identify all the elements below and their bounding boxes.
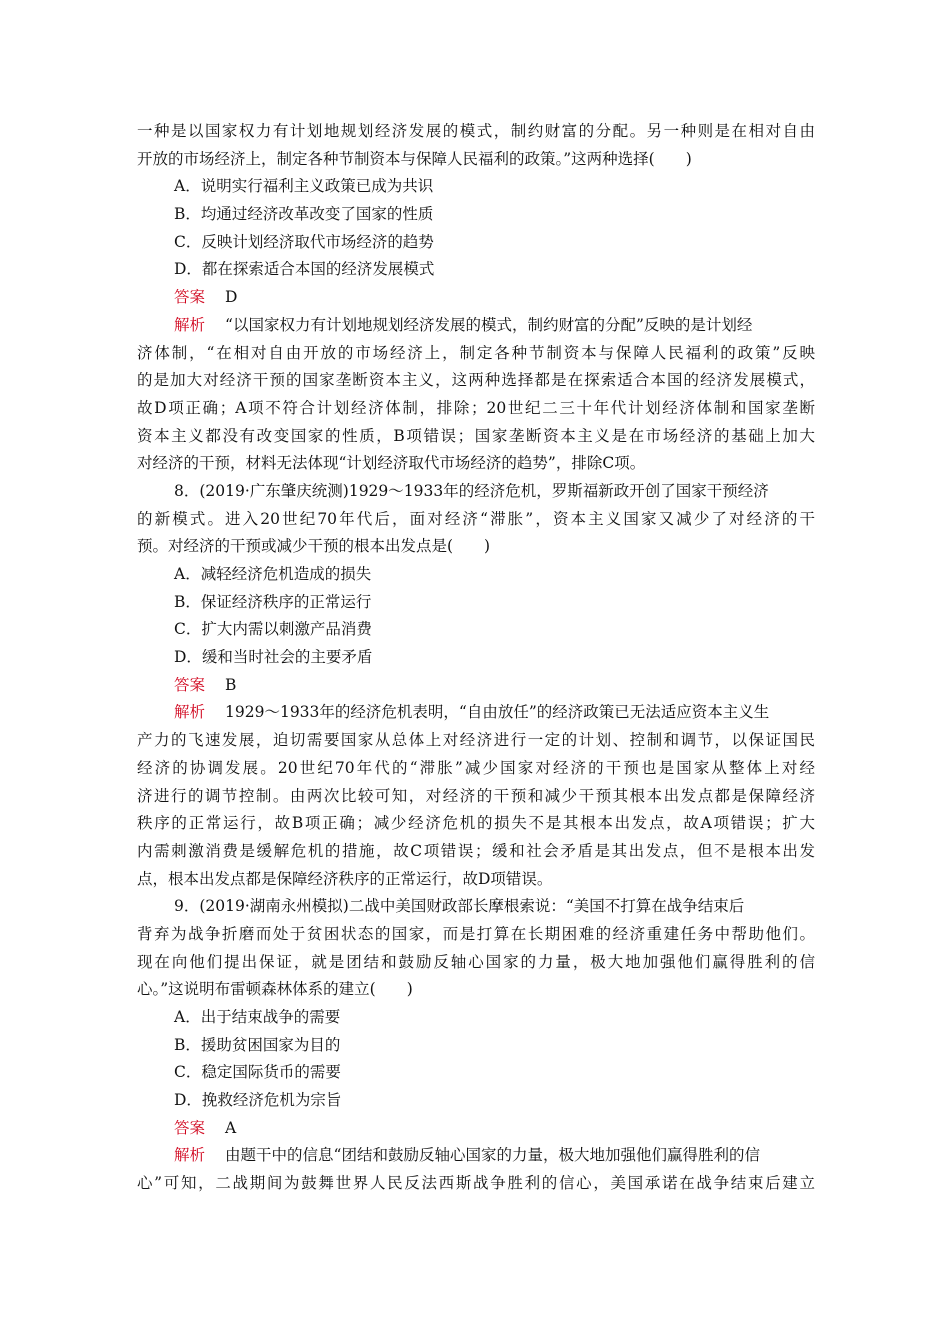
q8-analysis-line-6: 内需刺激消费是缓解危机的措施，故C项错误；缓和社会矛盾是其出发点，但不是根本出发 [137,841,815,860]
analysis-label: 解析 [174,703,206,722]
q7-analysis-line-3: 的是加大对经济干预的国家垄断资本主义，这两种选择都是在探索适合本国的经济发展模式， [137,371,815,390]
answer-label: 答案 [174,1118,206,1137]
q9-option-d: D．挽救经济危机为宗旨 [174,1091,342,1110]
q9-stem-line-1: 9．(2019·湖南永州模拟)二战中美国财政部长摩根索说：“美国不打算在战争结束后 [174,897,745,916]
q8-analysis-line-2: 产力的飞速发展，迫切需要国家从总体上对经济进行一定的计划、控制和调节，以保证国民 [137,731,815,750]
q7-analysis-line-1 [137,312,815,340]
analysis-label: 解析 [174,315,206,334]
q8-analysis-line-1 [137,699,815,727]
q7-option-b: B．均通过经济改革改变了国家的性质 [174,205,434,224]
answer-value: D [225,288,238,307]
q9-answer [137,1115,815,1143]
question-9 [137,893,815,1198]
q7-analysis-line-2: 济体制，“在相对自由开放的市场经济上，制定各种节制资本与保障人民福利的政策”反映 [137,343,815,362]
q8-analysis-line-5: 秩序的正常运行，故B项正确；减少经济危机的损失不是其根本出发点，故A项错误；扩大 [137,814,815,833]
answer-label: 答案 [174,288,206,307]
q8-option-a: A．减轻经济危机造成的损失 [174,565,372,583]
q8-option-c: C．扩大内需以刺激产品消费 [174,620,372,639]
q8-option-d: D．缓和当时社会的主要矛盾 [174,648,373,667]
q8-stem-line-3: 预。对经济的干预或减少干预的根本出发点是( ) [137,537,491,556]
q8-analysis-line-3: 经济的协调发展。20世纪70年代的“滞胀”减少国家对经济的干预也是国家从整体上对经 [137,758,815,777]
q7-analysis-line-4: 故D项正确；A项不符合计划经济体制，排除；20世纪二三十年代计划经济体制和国家垄断 [137,398,815,417]
q9-option-b: B．援助贫困国家为目的 [174,1035,341,1054]
q8-analysis-line-7: 点，根本出发点都是保障经济秩序的正常运行，故D项错误。 [137,869,553,888]
answer-value: B [225,675,237,694]
q7-option-a: A．说明实行福利主义政策已成为共识 [174,177,434,196]
q7-analysis-line-6: 对经济的干预，材料无法体现“计划经济取代市场经济的趋势”，排除C项。 [137,454,646,473]
q7-option-d: D．都在探索适合本国的经济发展模式 [174,260,435,279]
q8-stem-line-1: 8．(2019·广东肇庆统测)1929～1933年的经济危机，罗斯福新政开创了国家干预经济 [174,481,769,500]
q8-analysis-line-4: 济进行的调节控制。由两次比较可知，对经济的干预和减少干预其根本出发点都是保障经济 [137,786,815,805]
q9-option-a: A．出于结束战争的需要 [174,1008,341,1026]
answer-value: A [225,1118,237,1137]
document-page [137,118,815,1198]
q8-option-b: B．保证经济秩序的正常运行 [174,592,372,611]
q9-stem-line-3: 现在向他们提出保证，就是团结和鼓励反轴心国家的力量，极大地加强他们赢得胜利的信 [137,952,815,971]
analysis-text: 由题干中的信息“团结和鼓励反轴心国家的力量，极大地加强他们赢得胜利的信 [225,1146,760,1165]
q7-option-c: C．反映计划经济取代市场经济的趋势 [174,232,434,251]
question-8 [137,478,815,893]
question-7 [137,118,815,478]
q7-analysis-line-5: 资本主义都没有改变国家的性质，B项错误；国家垄断资本主义是在市场经济的基础上加大 [137,426,815,445]
q8-stem-line-2: 的新模式。进入20世纪70年代后，面对经济“滞胀”，资本主义国家又减少了对经济的干 [137,509,815,528]
q9-stem-line-2: 背弃为战争折磨而处于贫困状态的国家，而是打算在长期困难的经济重建任务中帮助他们。 [137,924,815,943]
q7-stem-line-1: 一种是以国家权力有计划地规划经济发展的模式，制约财富的分配。另一种则是在相对自由 [137,122,815,140]
analysis-label: 解析 [174,1146,206,1165]
analysis-text: 1929～1933年的经济危机表明，“自由放任”的经济政策已无法适应资本主义生 [225,703,770,722]
q9-analysis-line-1 [137,1142,815,1170]
analysis-text: “以国家权力有计划地规划经济发展的模式，制约财富的分配”反映的是计划经 [225,315,753,334]
q9-analysis-line-2: 心”可知，二战期间为鼓舞世界人民反法西斯战争胜利的信心，美国承诺在战争结束后建立 [137,1174,815,1193]
q7-stem-line-2: 开放的市场经济上，制定各种节制资本与保障人民福利的政策。”这两种选择( ) [137,149,692,168]
q9-option-c: C．稳定国际货币的需要 [174,1063,341,1082]
answer-label: 答案 [174,675,206,694]
q9-stem-line-4: 心。”这说明布雷顿森林体系的建立( ) [137,980,413,999]
q8-answer [137,672,815,700]
q7-answer [137,284,815,312]
